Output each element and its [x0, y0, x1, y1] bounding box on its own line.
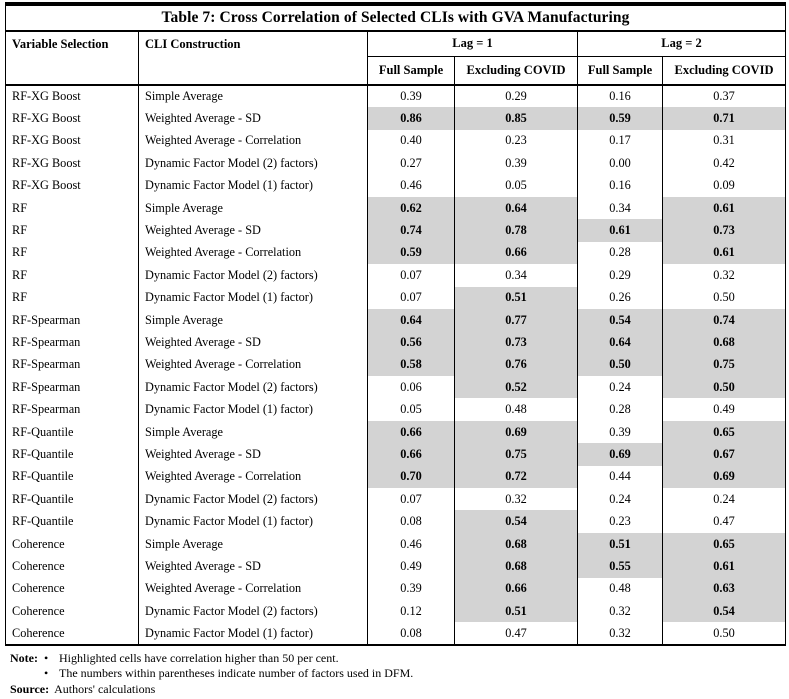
cli-construction-cell: Dynamic Factor Model (2) factors) — [139, 152, 368, 174]
bullet-icon: • — [44, 650, 49, 665]
table-row — [6, 152, 786, 174]
table-row — [6, 175, 786, 197]
value-cell: 0.62 — [368, 197, 455, 219]
variable-selection-cell: Coherence — [6, 533, 139, 555]
cli-construction-cell: Weighted Average - Correlation — [139, 578, 368, 600]
note-text-2: The numbers within parentheses indicate number of factors used in DFM. — [59, 666, 414, 681]
value-cell: 0.24 — [578, 488, 663, 510]
value-cell: 0.16 — [578, 175, 663, 197]
value-cell: 0.07 — [368, 488, 455, 510]
value-cell: 0.69 — [455, 421, 578, 443]
variable-selection-cell: Coherence — [6, 622, 139, 644]
table-body — [6, 85, 786, 645]
cli-construction-cell: Weighted Average - SD — [139, 219, 368, 241]
value-cell: 0.23 — [578, 510, 663, 532]
col-header-cli-construction: CLI Construction — [139, 31, 368, 85]
col-header-lag2: Lag = 2 — [578, 31, 786, 56]
variable-selection-cell: RF — [6, 219, 139, 241]
cli-construction-cell: Weighted Average - SD — [139, 107, 368, 129]
header-group-row — [6, 31, 786, 56]
variable-selection-cell: RF-Quantile — [6, 421, 139, 443]
value-cell: 0.32 — [455, 488, 578, 510]
value-cell: 0.49 — [368, 555, 455, 577]
value-cell: 0.64 — [368, 309, 455, 331]
value-cell: 0.54 — [663, 600, 786, 622]
value-cell: 0.64 — [578, 331, 663, 353]
value-cell: 0.51 — [578, 533, 663, 555]
variable-selection-cell: RF-Spearman — [6, 309, 139, 331]
value-cell: 0.16 — [578, 85, 663, 107]
value-cell: 0.46 — [368, 175, 455, 197]
value-cell: 0.50 — [663, 287, 786, 309]
value-cell: 0.08 — [368, 510, 455, 532]
variable-selection-cell: RF — [6, 197, 139, 219]
cli-construction-cell: Weighted Average - Correlation — [139, 354, 368, 376]
note-label: Note: — [10, 650, 38, 665]
bullet-icon: • — [44, 666, 49, 681]
value-cell: 0.58 — [368, 354, 455, 376]
note-label-spacer — [10, 666, 44, 682]
variable-selection-cell: RF-XG Boost — [6, 107, 139, 129]
variable-selection-cell: RF-Quantile — [6, 443, 139, 465]
value-cell: 0.71 — [663, 107, 786, 129]
value-cell: 0.17 — [578, 130, 663, 152]
table-row — [6, 264, 786, 286]
table-row — [6, 376, 786, 398]
value-cell: 0.37 — [663, 85, 786, 107]
cli-construction-cell: Weighted Average - Correlation — [139, 242, 368, 264]
table-row — [6, 398, 786, 420]
table-row — [6, 421, 786, 443]
value-cell: 0.66 — [368, 421, 455, 443]
cli-construction-cell: Dynamic Factor Model (1) factor) — [139, 622, 368, 644]
value-cell: 0.23 — [455, 130, 578, 152]
value-cell: 0.78 — [455, 219, 578, 241]
title-row — [6, 4, 786, 31]
value-cell: 0.28 — [578, 242, 663, 264]
value-cell: 0.54 — [455, 510, 578, 532]
col-header-lag1-full-sample: Full Sample — [368, 56, 455, 85]
col-header-lag2-full-sample: Full Sample — [578, 56, 663, 85]
value-cell: 0.00 — [578, 152, 663, 174]
value-cell: 0.63 — [663, 578, 786, 600]
value-cell: 0.66 — [455, 578, 578, 600]
value-cell: 0.50 — [663, 622, 786, 644]
variable-selection-cell: RF-Spearman — [6, 354, 139, 376]
value-cell: 0.85 — [455, 107, 578, 129]
value-cell: 0.66 — [455, 242, 578, 264]
value-cell: 0.39 — [578, 421, 663, 443]
value-cell: 0.75 — [663, 354, 786, 376]
variable-selection-cell: Coherence — [6, 555, 139, 577]
value-cell: 0.07 — [368, 287, 455, 309]
cli-construction-cell: Weighted Average - Correlation — [139, 466, 368, 488]
value-cell: 0.74 — [368, 219, 455, 241]
table-row — [6, 309, 786, 331]
cli-construction-cell: Weighted Average - Correlation — [139, 130, 368, 152]
value-cell: 0.52 — [455, 376, 578, 398]
value-cell: 0.40 — [368, 130, 455, 152]
value-cell: 0.61 — [663, 555, 786, 577]
table-row — [6, 622, 786, 644]
variable-selection-cell: RF-Quantile — [6, 488, 139, 510]
value-cell: 0.06 — [368, 376, 455, 398]
value-cell: 0.70 — [368, 466, 455, 488]
value-cell: 0.69 — [663, 466, 786, 488]
table-row — [6, 130, 786, 152]
value-cell: 0.34 — [455, 264, 578, 286]
value-cell: 0.74 — [663, 309, 786, 331]
value-cell: 0.39 — [368, 578, 455, 600]
value-cell: 0.59 — [368, 242, 455, 264]
cli-construction-cell: Dynamic Factor Model (2) factors) — [139, 376, 368, 398]
source-line — [10, 682, 785, 698]
value-cell: 0.50 — [578, 354, 663, 376]
value-cell: 0.66 — [368, 443, 455, 465]
table-row — [6, 510, 786, 532]
variable-selection-cell: RF — [6, 287, 139, 309]
table-notes — [5, 651, 785, 698]
note-line-1 — [10, 651, 785, 667]
table-row — [6, 219, 786, 241]
value-cell: 0.51 — [455, 600, 578, 622]
cli-construction-cell: Simple Average — [139, 309, 368, 331]
variable-selection-cell: RF-Quantile — [6, 466, 139, 488]
value-cell: 0.05 — [368, 398, 455, 420]
cli-construction-cell: Dynamic Factor Model (1) factor) — [139, 398, 368, 420]
note-text-1: Highlighted cells have correlation higher than 50 per cent. — [59, 650, 339, 665]
variable-selection-cell: RF-Spearman — [6, 331, 139, 353]
value-cell: 0.39 — [368, 85, 455, 107]
value-cell: 0.46 — [368, 533, 455, 555]
table-header — [6, 4, 786, 85]
value-cell: 0.48 — [455, 398, 578, 420]
value-cell: 0.65 — [663, 421, 786, 443]
value-cell: 0.26 — [578, 287, 663, 309]
variable-selection-cell: RF-Spearman — [6, 376, 139, 398]
value-cell: 0.49 — [663, 398, 786, 420]
cli-construction-cell: Dynamic Factor Model (1) factor) — [139, 287, 368, 309]
variable-selection-cell: RF-XG Boost — [6, 175, 139, 197]
value-cell: 0.75 — [455, 443, 578, 465]
value-cell: 0.34 — [578, 197, 663, 219]
value-cell: 0.08 — [368, 622, 455, 644]
variable-selection-cell: RF-XG Boost — [6, 152, 139, 174]
table-row — [6, 578, 786, 600]
note-line-2 — [10, 666, 785, 682]
value-cell: 0.27 — [368, 152, 455, 174]
value-cell: 0.73 — [455, 331, 578, 353]
value-cell: 0.54 — [578, 309, 663, 331]
cli-construction-cell: Simple Average — [139, 85, 368, 107]
value-cell: 0.68 — [663, 331, 786, 353]
value-cell: 0.32 — [578, 600, 663, 622]
variable-selection-cell: RF-XG Boost — [6, 130, 139, 152]
cli-construction-cell: Dynamic Factor Model (2) factors) — [139, 264, 368, 286]
source-text: Authors' calculations — [54, 681, 156, 696]
value-cell: 0.61 — [663, 197, 786, 219]
value-cell: 0.68 — [455, 555, 578, 577]
cli-construction-cell: Simple Average — [139, 197, 368, 219]
table-row — [6, 85, 786, 107]
value-cell: 0.68 — [455, 533, 578, 555]
value-cell: 0.32 — [578, 622, 663, 644]
table-row — [6, 331, 786, 353]
value-cell: 0.51 — [455, 287, 578, 309]
value-cell: 0.61 — [663, 242, 786, 264]
value-cell: 0.86 — [368, 107, 455, 129]
table-row — [6, 107, 786, 129]
value-cell: 0.39 — [455, 152, 578, 174]
value-cell: 0.65 — [663, 533, 786, 555]
value-cell: 0.07 — [368, 264, 455, 286]
value-cell: 0.48 — [578, 578, 663, 600]
cli-construction-cell: Dynamic Factor Model (1) factor) — [139, 510, 368, 532]
value-cell: 0.28 — [578, 398, 663, 420]
value-cell: 0.61 — [578, 219, 663, 241]
table-row — [6, 354, 786, 376]
variable-selection-cell: RF — [6, 242, 139, 264]
value-cell: 0.69 — [578, 443, 663, 465]
table-row — [6, 488, 786, 510]
value-cell: 0.59 — [578, 107, 663, 129]
variable-selection-cell: RF-XG Boost — [6, 85, 139, 107]
variable-selection-cell: Coherence — [6, 600, 139, 622]
table-row — [6, 466, 786, 488]
cli-construction-cell: Simple Average — [139, 533, 368, 555]
table-row — [6, 555, 786, 577]
cli-construction-cell: Weighted Average - SD — [139, 555, 368, 577]
value-cell: 0.47 — [663, 510, 786, 532]
source-label: Source: — [10, 681, 50, 696]
table-title: Table 7: Cross Correlation of Selected CLIs with GVA Manufacturing — [6, 4, 786, 31]
variable-selection-cell: RF — [6, 264, 139, 286]
table-row — [6, 197, 786, 219]
cli-construction-cell: Dynamic Factor Model (1) factor) — [139, 175, 368, 197]
table-row — [6, 287, 786, 309]
value-cell: 0.47 — [455, 622, 578, 644]
value-cell: 0.73 — [663, 219, 786, 241]
col-header-variable-selection: Variable Selection — [6, 31, 139, 85]
value-cell: 0.32 — [663, 264, 786, 286]
correlation-table — [5, 2, 786, 646]
value-cell: 0.12 — [368, 600, 455, 622]
value-cell: 0.55 — [578, 555, 663, 577]
table-row — [6, 533, 786, 555]
variable-selection-cell: Coherence — [6, 578, 139, 600]
value-cell: 0.42 — [663, 152, 786, 174]
value-cell: 0.72 — [455, 466, 578, 488]
value-cell: 0.24 — [578, 376, 663, 398]
cli-construction-cell: Weighted Average - SD — [139, 443, 368, 465]
value-cell: 0.09 — [663, 175, 786, 197]
value-cell: 0.77 — [455, 309, 578, 331]
value-cell: 0.05 — [455, 175, 578, 197]
cli-construction-cell: Dynamic Factor Model (2) factors) — [139, 488, 368, 510]
value-cell: 0.76 — [455, 354, 578, 376]
cli-construction-cell: Simple Average — [139, 421, 368, 443]
value-cell: 0.44 — [578, 466, 663, 488]
value-cell: 0.31 — [663, 130, 786, 152]
table-row — [6, 443, 786, 465]
value-cell: 0.29 — [455, 85, 578, 107]
col-header-lag1-excluding-covid: Excluding COVID — [455, 56, 578, 85]
value-cell: 0.64 — [455, 197, 578, 219]
variable-selection-cell: RF-Quantile — [6, 510, 139, 532]
col-header-lag1: Lag = 1 — [368, 31, 578, 56]
table-row — [6, 600, 786, 622]
cli-construction-cell: Weighted Average - SD — [139, 331, 368, 353]
variable-selection-cell: RF-Spearman — [6, 398, 139, 420]
value-cell: 0.56 — [368, 331, 455, 353]
value-cell: 0.67 — [663, 443, 786, 465]
table-row — [6, 242, 786, 264]
value-cell: 0.29 — [578, 264, 663, 286]
cli-construction-cell: Dynamic Factor Model (2) factors) — [139, 600, 368, 622]
value-cell: 0.24 — [663, 488, 786, 510]
col-header-lag2-excluding-covid: Excluding COVID — [663, 56, 786, 85]
value-cell: 0.50 — [663, 376, 786, 398]
